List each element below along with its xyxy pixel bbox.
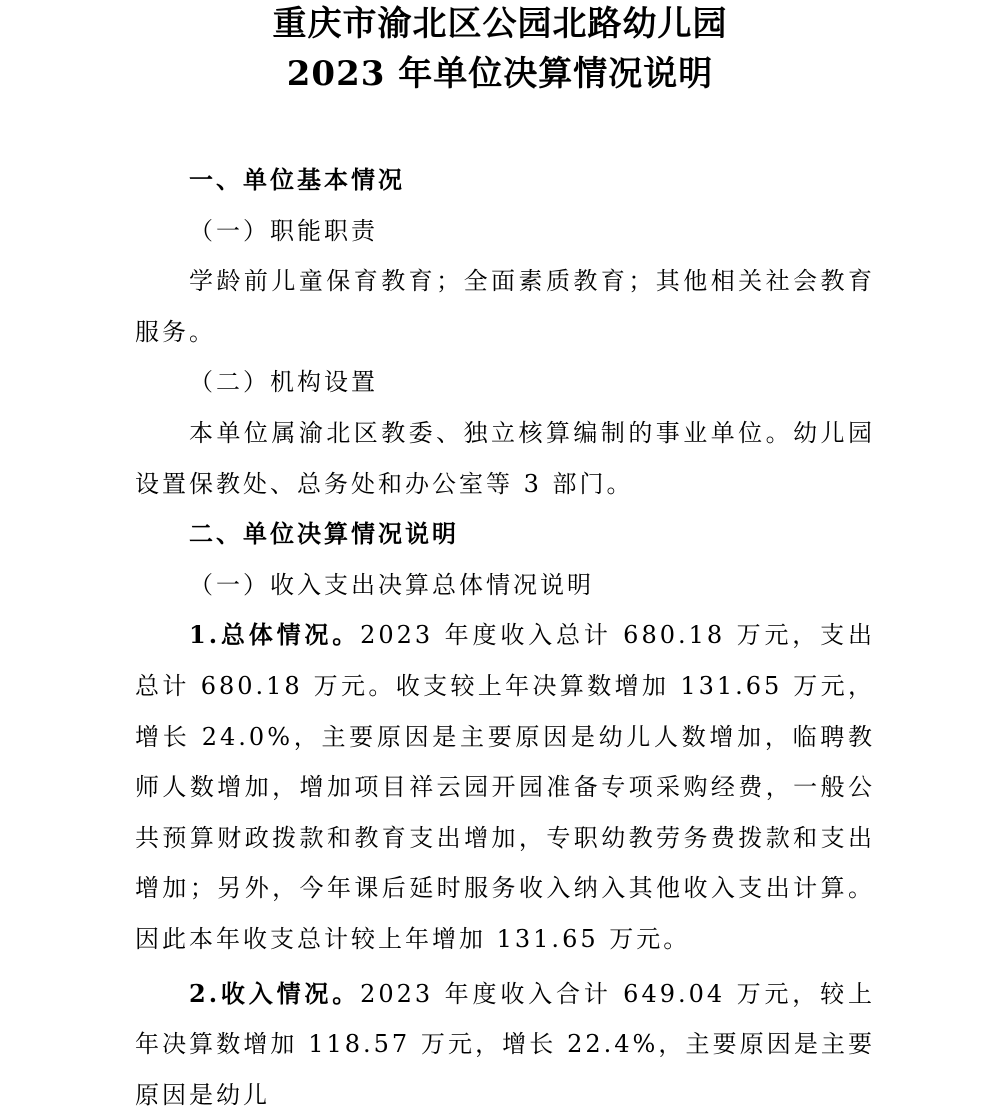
section2-item1-lead: 1.总体情况。	[189, 620, 360, 649]
section2-heading: 二、单位决算情况说明	[135, 509, 875, 560]
document-title-line1: 重庆市渝北区公园北路幼儿园	[0, 4, 1000, 44]
document-body	[135, 155, 875, 1120]
section1-sub2-heading: （二）机构设置	[135, 357, 875, 408]
section2-item1-text: 2023 年度收入总计 680.18 万元，支出总计 680.18 万元。收支较上年决算数增加 131.65 万元，增长 24.0%，主要原因是主要原因是幼儿人数增加，临聘教师人数增加，增加项目祥云园开园准备专项采购经费，一般公共预算财政拨款和教育支出增加，专职幼教劳务费拨款和支出增加；另外，今年课后延时服务收入纳入其他收入支出计算。因此本年收支总计较上年增加 131.65 万元。	[135, 621, 875, 953]
section2-item2-paragraph	[135, 969, 875, 1120]
section2-sub1-heading: （一）收入支出决算总体情况说明	[135, 560, 875, 611]
document-title-line2: 2023 年单位决算情况说明	[0, 54, 1000, 94]
section1-sub1-heading: （一）职能职责	[135, 206, 875, 257]
section2-item1-paragraph	[135, 610, 875, 964]
section1-heading: 一、单位基本情况	[135, 155, 875, 206]
section1-sub2-text: 本单位属渝北区教委、独立核算编制的事业单位。幼儿园设置保教处、总务处和办公室等 3 部门。	[135, 408, 875, 509]
section2-item2-text: 2023 年度收入合计 649.04 万元，较上年决算数增加 118.57 万元，增长 22.4%，主要原因是主要原因是幼儿	[135, 980, 875, 1109]
section2-item2-lead: 2.收入情况。	[189, 979, 360, 1008]
section1-sub1-text: 学龄前儿童保育教育；全面素质教育；其他相关社会教育服务。	[135, 256, 875, 357]
